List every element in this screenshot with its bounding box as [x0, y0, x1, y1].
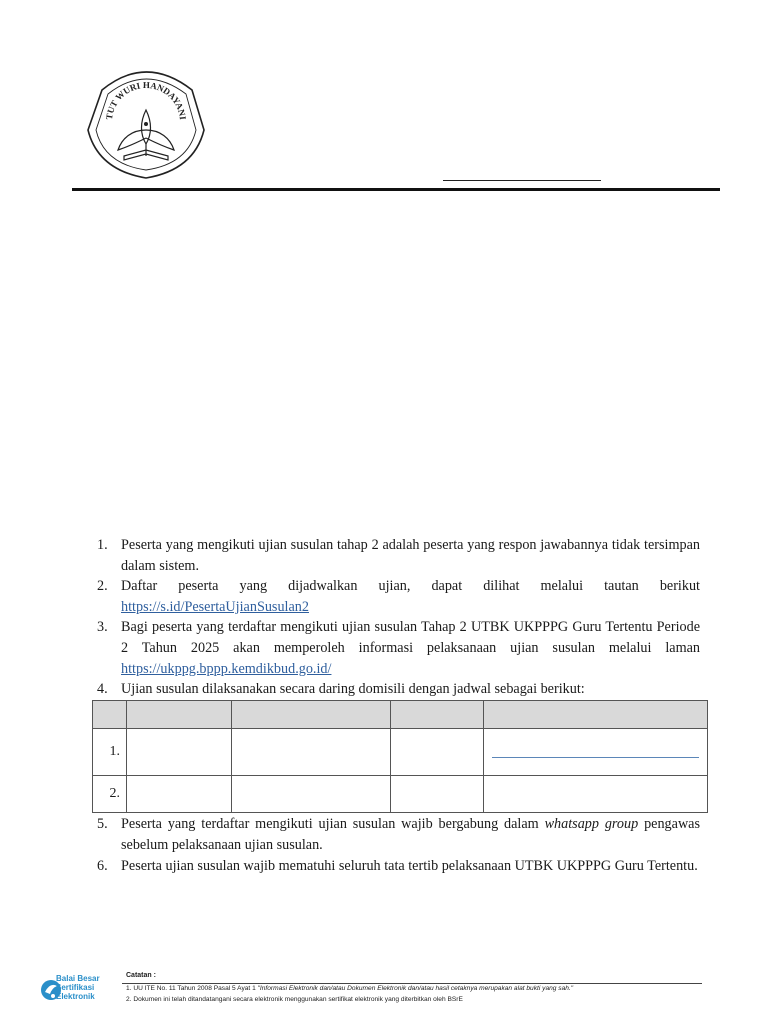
list-number: 3. [97, 619, 108, 636]
list-number: 1. [97, 537, 108, 553]
list-text-body: Bagi peserta yang terdaftar mengikuti ujian susulan Tahap 2 UTBK UKPPPG Guru Tertentu Periode 2 Tahun 2025 akan memperoleh informasi pelaksanaan ujian susulan melalui laman [121, 619, 700, 656]
list-text [121, 617, 700, 679]
table-cell [391, 729, 484, 776]
table-header-cell [232, 701, 391, 729]
row-number: 2. [93, 776, 127, 813]
footer-divider [122, 983, 702, 984]
list-text: Peserta ujian susulan wajib mematuhi seluruh tata tertib pelaksanaan UTBK UKPPPG Guru Tertentu. [121, 858, 698, 875]
bsre-line: Balai Besar [56, 974, 100, 983]
list-item [92, 856, 700, 877]
list-text [121, 576, 700, 617]
list-number: 2. [97, 578, 108, 595]
peserta-ujian-susulan-link[interactable]: https://s.id/PesertaUjianSusulan2 [121, 598, 309, 615]
schedule-table [92, 700, 708, 813]
whatsapp-group-term: whatsapp group [544, 816, 639, 832]
list-number: 4. [97, 681, 108, 698]
instruction-list-continued [92, 814, 700, 877]
table-cell [232, 776, 391, 813]
table-header-row [93, 701, 708, 729]
table-cell [127, 776, 232, 813]
instruction-list [92, 535, 700, 700]
table-header-cell [484, 701, 708, 729]
table-cell [127, 729, 232, 776]
list-text-body: pengawas sebelum pelaksanaan ujian susulan. [121, 816, 701, 853]
table-cell [232, 729, 391, 776]
table-cell [484, 776, 708, 813]
bsre-logo-text [56, 974, 100, 1001]
list-text-body: Peserta yang terdaftar mengikuti ujian susulan wajib bergabung dalam [121, 816, 539, 832]
footer-note-2: 2. Dokumen ini telah ditandatangani secara elektronik menggunakan sertifikat elektronik yang diterbitkan oleh BSrE [126, 996, 463, 1003]
table-cell [391, 776, 484, 813]
header-divider [72, 188, 720, 191]
svg-text:TUT WURI HANDAYANI [104, 80, 188, 121]
ukppg-website-link[interactable]: https://ukppg.bppp.kemdikbud.go.id/ [121, 660, 332, 677]
signature-blank-line [443, 180, 601, 181]
table-row [93, 729, 708, 776]
logo-motto-text: TUT WURI HANDAYANI [104, 79, 188, 121]
table-header-cell [93, 701, 127, 729]
table-cell [484, 729, 708, 776]
catatan-label: Catatan : [126, 972, 156, 979]
list-item [92, 679, 700, 700]
tut-wuri-handayani-logo [64, 60, 229, 182]
bsre-line: Sertifikasi [56, 983, 95, 992]
list-text: Ujian susulan dilaksanakan secara daring domisili dengan jadwal sebagai berikut: [121, 681, 585, 698]
link-underline[interactable] [492, 757, 699, 758]
list-text [121, 814, 700, 855]
list-item [92, 617, 700, 679]
list-item [92, 535, 700, 576]
list-item [92, 814, 700, 855]
table-header-cell [391, 701, 484, 729]
note-1-quote: "Informasi Elektronik dan/atau Dokumen Elektronik dan/atau hasil cetaknya merupakan alat bukti yang sah." [257, 985, 574, 992]
footer-note-1 [126, 983, 706, 994]
table-header-cell [127, 701, 232, 729]
footer-notes [126, 970, 706, 1005]
list-number: 5. [97, 816, 108, 832]
list-text-body: Daftar peserta yang dijadwalkan ujian, dapat dilihat melalui tautan berikut [121, 578, 700, 595]
list-number: 6. [97, 858, 108, 875]
row-number: 1. [93, 729, 127, 776]
note-1-prefix: 1. UU ITE No. 11 Tahun 2008 Pasal 5 Ayat 1 [126, 985, 258, 992]
table-row [93, 776, 708, 813]
list-text: Peserta yang mengikuti ujian susulan tahap 2 adalah peserta yang respon jawabannya tidak tersimpan dalam sistem. [121, 537, 700, 574]
bsre-line: Elektronik [56, 992, 95, 1001]
list-item [92, 576, 700, 617]
